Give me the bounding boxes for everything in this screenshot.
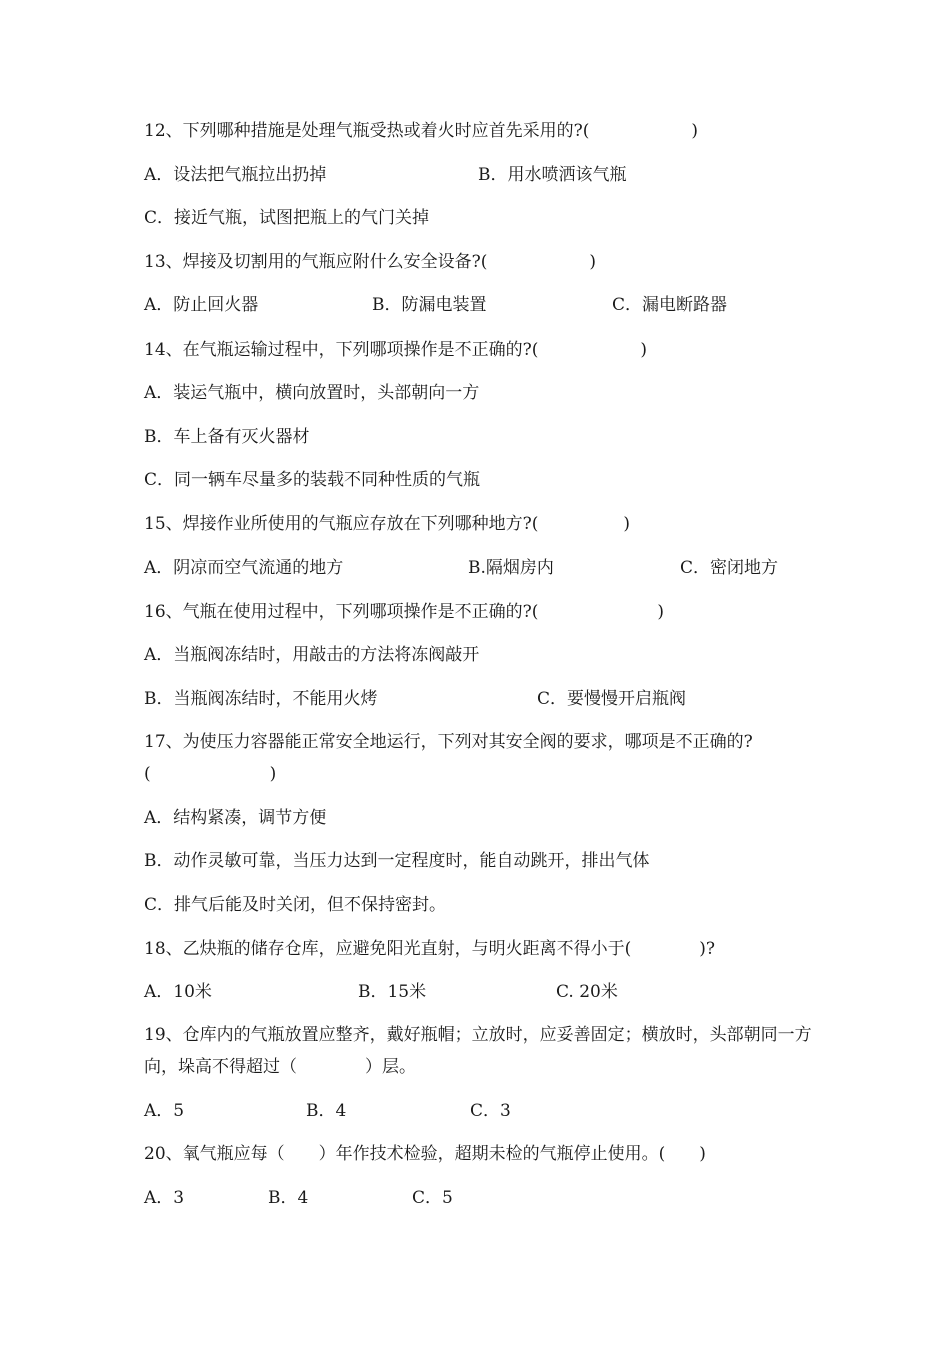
question-17-option-b: B．动作灵敏可靠，当压力达到一定程度时，能自动跳开，排出气体 <box>144 851 650 871</box>
question-19-stem: 19、仓库内的气瓶放置应整齐，戴好瓶帽；立放时，应妥善固定；横放时，头部朝同一方向，垛高不得超过（ ）层。 <box>144 1025 812 1077</box>
question-20-option-b: B．4 <box>268 1188 309 1208</box>
question-19-option-c: C．3 <box>470 1101 511 1121</box>
question-14-stem: 14、在气瓶运输过程中，下列哪项操作是不正确的?( ) <box>144 340 648 360</box>
question-14-option-c: C．同一辆车尽量多的装载不同种性质的气瓶 <box>144 470 481 490</box>
question-12-option-a: A．设法把气瓶拉出扔掉 <box>144 165 327 185</box>
question-16-option-a: A．当瓶阀冻结时，用敲击的方法将冻阀敲开 <box>144 645 480 665</box>
question-13-stem: 13、焊接及切割用的气瓶应附什么安全设备?( ) <box>144 252 597 272</box>
question-18-option-c: C. 20米 <box>556 982 618 1002</box>
question-19-option-b: B．4 <box>306 1101 347 1121</box>
question-18-option-b: B．15米 <box>358 982 427 1002</box>
question-15-option-c: C．密闭地方 <box>680 558 779 578</box>
question-20-stem: 20、氧气瓶应每（ ）年作技术检验，超期未检的气瓶停止使用。( ) <box>144 1144 706 1164</box>
question-17-option-a: A．结构紧凑，调节方便 <box>144 808 327 828</box>
question-15-option-b: B.隔烟房内 <box>468 558 554 578</box>
question-13-option-b: B．防漏电装置 <box>372 295 487 315</box>
question-20-option-c: C．5 <box>412 1188 453 1208</box>
question-17-option-c: C．排气后能及时关闭，但不保持密封。 <box>144 895 447 915</box>
question-13-option-c: C．漏电断路器 <box>612 295 728 315</box>
question-15-option-a: A．阴凉而空气流通的地方 <box>144 558 344 578</box>
question-19-option-a: A．5 <box>144 1101 185 1121</box>
question-12-option-c: C．接近气瓶，试图把瓶上的气门关掉 <box>144 208 430 228</box>
question-16-option-b: B．当瓶阀冻结时，不能用火烤 <box>144 689 378 709</box>
question-16-option-c: C．要慢慢开启瓶阀 <box>537 689 687 709</box>
question-12-stem: 12、下列哪种措施是处理气瓶受热或着火时应首先采用的?( ) <box>144 121 699 141</box>
question-15-stem: 15、焊接作业所使用的气瓶应存放在下列哪种地方?( ) <box>144 514 631 534</box>
question-14-option-a: A．装运气瓶中，横向放置时，头部朝向一方 <box>144 383 480 403</box>
question-12-option-b: B．用水喷洒该气瓶 <box>478 165 627 185</box>
question-14-option-b: B．车上备有灭火器材 <box>144 427 310 447</box>
question-18-stem: 18、乙炔瓶的储存仓库，应避免阳光直射，与明火距离不得小于( )? <box>144 939 716 959</box>
question-18-option-a: A．10米 <box>144 982 212 1002</box>
question-16-stem: 16、气瓶在使用过程中，下列哪项操作是不正确的?( ) <box>144 602 665 622</box>
question-20-option-a: A．3 <box>144 1188 185 1208</box>
question-13-option-a: A．防止回火器 <box>144 295 259 315</box>
question-17-stem: 17、为使压力容器能正常安全地运行，下列对其安全阀的要求，哪项是不正确的?( ) <box>144 732 753 784</box>
